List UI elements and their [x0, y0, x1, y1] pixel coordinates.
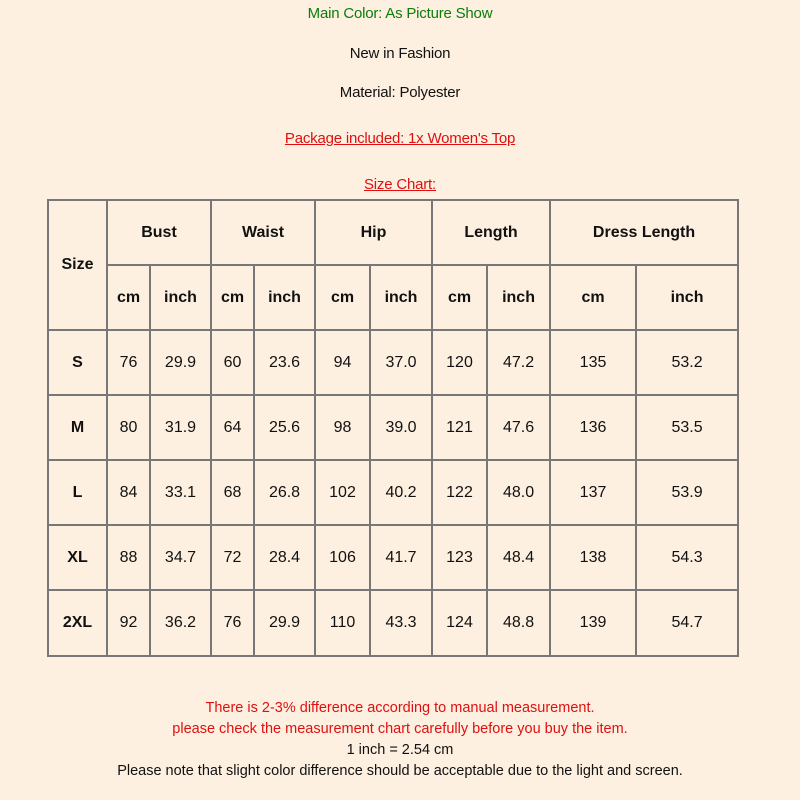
- size-header: Size: [48, 200, 107, 330]
- color-difference-note: Please note that slight color difference should be acceptable due to the light and screen.: [117, 763, 683, 779]
- value-cell: 60: [211, 330, 254, 395]
- value-cell: 94: [315, 330, 370, 395]
- value-cell: 54.3: [636, 525, 738, 590]
- value-cell: 102: [315, 460, 370, 525]
- table-row: [48, 460, 738, 525]
- unit-cm: cm: [315, 265, 370, 330]
- value-cell: 47.2: [487, 330, 550, 395]
- size-cell: 2XL: [48, 590, 107, 656]
- value-cell: 64: [211, 395, 254, 460]
- value-cell: 76: [107, 330, 150, 395]
- new-in-fashion-text: New in Fashion: [349, 45, 451, 62]
- value-cell: 76: [211, 590, 254, 656]
- value-cell: 41.7: [370, 525, 432, 590]
- notes-block: [0, 698, 800, 782]
- hip-header: Hip: [315, 200, 432, 265]
- value-cell: 68: [211, 460, 254, 525]
- unit-inch: inch: [636, 265, 738, 330]
- value-cell: 26.8: [254, 460, 315, 525]
- value-cell: 139: [550, 590, 636, 656]
- material-text: Material: Polyester: [339, 84, 461, 101]
- value-cell: 88: [107, 525, 150, 590]
- value-cell: 53.2: [636, 330, 738, 395]
- value-cell: 40.2: [370, 460, 432, 525]
- value-cell: 48.4: [487, 525, 550, 590]
- unit-cm: cm: [211, 265, 254, 330]
- unit-inch: inch: [150, 265, 211, 330]
- size-cell: L: [48, 460, 107, 525]
- value-cell: 37.0: [370, 330, 432, 395]
- size-chart-title: Size Chart:: [364, 176, 436, 193]
- value-cell: 123: [432, 525, 487, 590]
- value-cell: 53.5: [636, 395, 738, 460]
- group-header-row: [48, 200, 738, 265]
- value-cell: 31.9: [150, 395, 211, 460]
- value-cell: 53.9: [636, 460, 738, 525]
- value-cell: 80: [107, 395, 150, 460]
- table-row: [48, 395, 738, 460]
- value-cell: 122: [432, 460, 487, 525]
- value-cell: 25.6: [254, 395, 315, 460]
- package-included-text: Package included: 1x Women's Top: [284, 130, 516, 147]
- value-cell: 33.1: [150, 460, 211, 525]
- size-cell: S: [48, 330, 107, 395]
- value-cell: 43.3: [370, 590, 432, 656]
- value-cell: 136: [550, 395, 636, 460]
- table-row: [48, 525, 738, 590]
- value-cell: 72: [211, 525, 254, 590]
- value-cell: 137: [550, 460, 636, 525]
- unit-cm: cm: [107, 265, 150, 330]
- value-cell: 121: [432, 395, 487, 460]
- check-chart-note: please check the measurement chart carefully before you buy the item.: [172, 721, 628, 737]
- value-cell: 29.9: [150, 330, 211, 395]
- value-cell: 120: [432, 330, 487, 395]
- size-cell: XL: [48, 525, 107, 590]
- value-cell: 36.2: [150, 590, 211, 656]
- table-row: [48, 330, 738, 395]
- dress-length-header: Dress Length: [550, 200, 738, 265]
- difference-note: There is 2-3% difference according to manual measurement.: [205, 700, 595, 716]
- unit-cm: cm: [550, 265, 636, 330]
- value-cell: 135: [550, 330, 636, 395]
- bust-header: Bust: [107, 200, 211, 265]
- unit-inch: inch: [487, 265, 550, 330]
- unit-inch: inch: [370, 265, 432, 330]
- length-header: Length: [432, 200, 550, 265]
- unit-inch: inch: [254, 265, 315, 330]
- unit-cm: cm: [432, 265, 487, 330]
- waist-header: Waist: [211, 200, 315, 265]
- value-cell: 110: [315, 590, 370, 656]
- value-cell: 124: [432, 590, 487, 656]
- size-chart-table: [47, 199, 739, 657]
- value-cell: 84: [107, 460, 150, 525]
- unit-header-row: [48, 265, 738, 330]
- main-color-text: Main Color: As Picture Show: [307, 5, 493, 22]
- value-cell: 47.6: [487, 395, 550, 460]
- value-cell: 92: [107, 590, 150, 656]
- value-cell: 138: [550, 525, 636, 590]
- value-cell: 98: [315, 395, 370, 460]
- conversion-note: 1 inch = 2.54 cm: [346, 742, 454, 758]
- value-cell: 39.0: [370, 395, 432, 460]
- table-row: [48, 590, 738, 656]
- size-cell: M: [48, 395, 107, 460]
- value-cell: 34.7: [150, 525, 211, 590]
- value-cell: 48.8: [487, 590, 550, 656]
- value-cell: 29.9: [254, 590, 315, 656]
- value-cell: 48.0: [487, 460, 550, 525]
- value-cell: 23.6: [254, 330, 315, 395]
- value-cell: 54.7: [636, 590, 738, 656]
- value-cell: 106: [315, 525, 370, 590]
- value-cell: 28.4: [254, 525, 315, 590]
